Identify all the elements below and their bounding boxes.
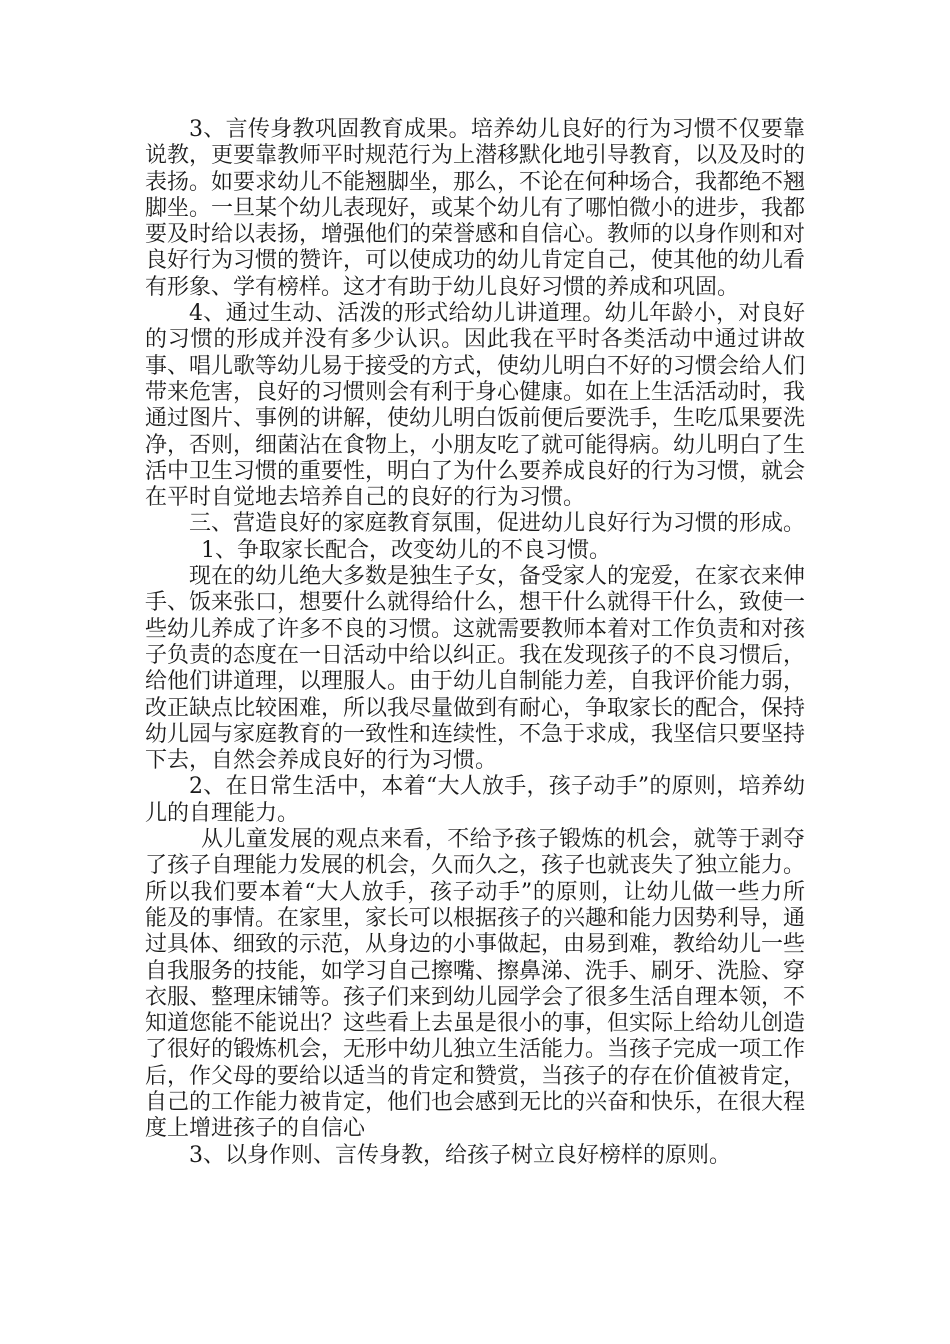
subheading-self-care-ability: 2、在日常生活中，本着“大人放手，孩子动手”的原则，培养幼儿的自理能力。 <box>145 774 805 826</box>
paragraph-child-development: 从儿童发展的观点来看，不给予孩子锻炼的机会，就等于剥夺了孩子自理能力发展的机会，久而久之，孩子也就丧失了独立能力。所以我们要本着“大人放手，孩子动手”的原则，让幼儿做一些力所能及的事情。在家里，家长可以根据孩子的兴趣和能力因势利导，通过具体、细致的示范，从身边的小事做起，由易到难，教给幼儿一些自我服务的技能，如学习自己擦嘴、擦鼻涕、洗手、刷牙、洗脸、穿衣服、整理床铺等。孩子们来到幼儿园学会了很多生活自理本领，不知道您能不能说出？这些看上去虽是很小的事，但实际上给幼儿创造了很好的锻炼机会，无形中幼儿独立生活能力。当孩子完成一项工作后，作父母的要给以适当的肯定和赞赏，当孩子的存在价值被肯定，自己的工作能力被肯定，他们也会感到无比的兴奋和快乐，在很大程度上增进孩子的自信心 <box>145 827 806 1142</box>
document-body <box>145 117 805 1169</box>
paragraph-only-children: 现在的幼儿绝大多数是独生子女，备受家人的宠爱，在家衣来伸手、饭来张口，想要什么就得给什么，想干什么就得干什么，致使一些幼儿养成了许多不良的习惯。这就需要教师本着对工作负责和对孩子负责的态度在一日活动中给以纠正。我在发现孩子的不良习惯后，给他们讲道理，以理服人。由于幼儿自制能力差，自我评价能力弱，改正缺点比较困难，所以我尽量做到有耐心，争取家长的配合，保持幼儿园与家庭教育的一致性和连续性，不急于求成，我坚信只要坚持下去，自然会养成良好的行为习惯。 <box>145 564 806 774</box>
subheading-role-model: 3、以身作则、言传身教，给孩子树立良好榜样的原则。 <box>189 1142 731 1168</box>
paragraph-example-teaching: 3、言传身教巩固教育成果。培养幼儿良好的行为习惯不仅要靠说教，更要靠教师平时规范行为上潜移默化地引导教育，以及及时的表扬。如要求幼儿不能翘脚坐，那么，不论在何种场合，我都绝不翘脚坐。一旦某个幼儿表现好，或某个幼儿有了哪怕微小的进步，我都要及时给以表扬，增强他们的荣誉感和自信心。教师的以身作则和对良好行为习惯的赞许，可以使成功的幼儿肯定自己，使其他的幼儿看有形象、学有榜样。这才有助于幼儿良好习惯的养成和巩固。 <box>145 117 806 300</box>
subheading-parent-cooperation: 1、争取家长配合，改变幼儿的不良习惯。 <box>201 537 611 563</box>
section-heading-family-education: 三、营造良好的家庭教育氛围，促进幼儿良好行为习惯的形成。 <box>189 511 806 537</box>
paragraph-vivid-reasoning: 4、通过生动、活泼的形式给幼儿讲道理。幼儿年龄小，对良好的习惯的形成并没有多少认识。因此我在平时各类活动中通过讲故事、唱儿歌等幼儿易于接受的方式，使幼儿明白不好的习惯会给人们带来危害，良好的习惯则会有利于身心健康。如在上生活活动时，我通过图片、事例的讲解，使幼儿明白饭前便后要洗手，生吃瓜果要洗净，否则，细菌沾在食物上，小朋友吃了就可能得病。幼儿明白了生活中卫生习惯的重要性，明白了为什么要养成良好的行为习惯，就会在平时自觉地去培养自己的良好的行为习惯。 <box>145 301 806 511</box>
